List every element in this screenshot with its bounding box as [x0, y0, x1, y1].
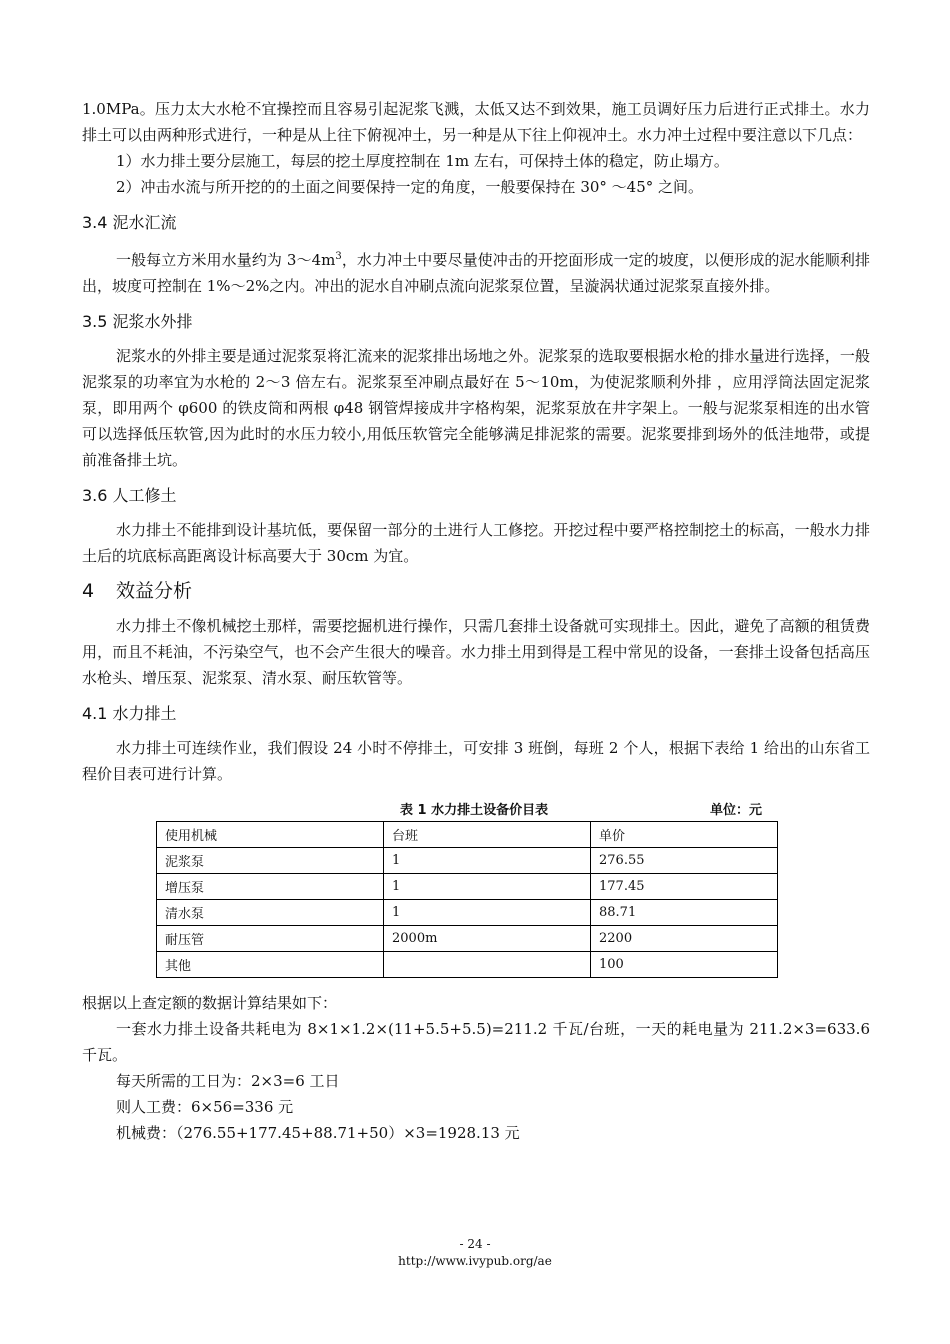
section-heading-4	[82, 577, 870, 605]
footer-url: http://www.ivypub.org/ae	[398, 1254, 552, 1268]
table-cell: 276.55	[591, 848, 778, 874]
superscript-3: 3	[335, 251, 342, 262]
table-cell: 2000m	[384, 926, 591, 952]
table-cell: 耐压管	[157, 926, 384, 952]
paragraph-3-4	[82, 244, 870, 299]
table-cell: 增压泵	[157, 874, 384, 900]
table-cell: 1	[384, 848, 591, 874]
paragraph-4-1: 水力排土可连续作业，我们假设 24 小时不停排土，可安排 3 班倒，每班 2 个人，根据下表给 1 给出的山东省工程价目表可进行计算。	[82, 739, 870, 783]
paragraph-3-4-part-b: ，水力冲土中要尽量使冲击的开挖面形成一定的坡度，以便形成的泥水能顺利排出，坡度可控制在 1%～2%之内。冲出的泥水自冲刷点流向泥浆泵位置，呈漩涡状通过泥浆泵直接外排。	[82, 251, 870, 295]
table-cell: 177.45	[591, 874, 778, 900]
paragraph-3-4-part-a: 一般每立方米用水量约为 3～4m	[116, 251, 336, 269]
paragraph-after-table: 根据以上查定额的数据计算结果如下：	[82, 994, 338, 1012]
price-table	[156, 821, 778, 978]
list-item-1: 1）水力排土要分层施工，每层的挖土厚度控制在 1m 左右，可保持土体的稳定，防止塌方。	[116, 152, 729, 170]
section-heading-3-5: 3.5 泥浆水外排	[82, 312, 193, 331]
paragraph-3-5: 泥浆水的外排主要是通过泥浆泵将汇流来的泥浆排出场地之外。泥浆泵的选取要根据水枪的排水量进行选择，一般泥浆泵的功率宜为水枪的 2～3 倍左右。泥浆泵至冲刷点最好在 5～10m，为使泥浆顺利外排 ，应用浮筒法固定泥浆泵，即用两个 φ600 的铁皮筒和两根 φ48 钢管焊接成井字格构架，泥浆泵放在井字架上。一般与泥浆泵相连的出水管可以选择低压软管,因为此时的水压力较小,用低压软管完全能够满足排泥浆的需要。泥浆要排到场外的低洼地带，或提前准备排土坑。	[82, 347, 870, 469]
table-cell: 清水泵	[157, 900, 384, 926]
table-unit: 单位：元	[710, 803, 763, 818]
table-title: 表 1 水力排土设备价目表	[400, 803, 549, 818]
table-row	[157, 874, 778, 900]
table-cell: 2200	[591, 926, 778, 952]
table-row	[157, 900, 778, 926]
paragraph-intro: 1.0MPa。压力太大水枪不宜操控而且容易引起泥浆飞溅，太低又达不到效果，施工员调好压力后进行正式排土。水力排土可以由两种形式进行，一种是从上往下俯视冲土，另一种是从下往上仰视冲土。水力冲土过程中要注意以下几点：	[82, 100, 870, 144]
page-content	[82, 96, 870, 1146]
table-cell: 100	[591, 952, 778, 978]
table-header-cell: 使用机械	[157, 822, 384, 848]
section-heading-3-4: 3.4 泥水汇流	[82, 213, 177, 232]
section-title-4: 效益分析	[116, 580, 193, 602]
table-caption	[82, 795, 870, 821]
calc-labor-cost: 则人工费：6×56=336 元	[116, 1098, 294, 1116]
paragraph-3-6: 水力排土不能排到设计基坑低，要保留一部分的土进行人工修挖。开挖过程中要严格控制挖土的标高，一般水力排土后的坑底标高距离设计标高要大于 30cm 为宜。	[82, 521, 870, 565]
calc-power: 一套水力排土设备共耗电为 8×1×1.2×(11+5.5+5.5)=211.2 千瓦/台班，一天的耗电量为 211.2×3=633.6 千瓦。	[82, 1020, 870, 1064]
table-cell: 其他	[157, 952, 384, 978]
table-cell: 1	[384, 900, 591, 926]
table-header-row	[157, 822, 778, 848]
section-heading-3-6: 3.6 人工修土	[82, 486, 177, 505]
table-row	[157, 926, 778, 952]
table-cell: 88.71	[591, 900, 778, 926]
table-cell: 泥浆泵	[157, 848, 384, 874]
table-row	[157, 952, 778, 978]
table-cell	[384, 952, 591, 978]
section-number-4: 4	[82, 580, 95, 602]
list-item-2: 2）冲击水流与所开挖的的土面之间要保持一定的角度，一般要保持在 30° ～45° 之间。	[116, 178, 704, 196]
section-heading-4-1: 4.1 水力排土	[82, 704, 177, 723]
calc-machine-cost: 机械费：（276.55+177.45+88.71+50）×3=1928.13 元	[116, 1124, 520, 1142]
table-row	[157, 848, 778, 874]
paragraph-4: 水力排土不像机械挖土那样，需要挖掘机进行操作，只需几套排土设备就可实现排土。因此，避免了高额的租赁费用，而且不耗油，不污染空气，也不会产生很大的噪音。水力排土用到得是工程中常见的设备，一套排土设备包括高压水枪头、增压泵、泥浆泵、清水泵、耐压软管等。	[82, 617, 870, 687]
table-cell: 1	[384, 874, 591, 900]
page-number: - 24 -	[459, 1237, 491, 1251]
calc-workdays: 每天所需的工日为：2×3=6 工日	[116, 1072, 340, 1090]
table-header-cell: 单价	[591, 822, 778, 848]
table-header-cell: 台班	[384, 822, 591, 848]
